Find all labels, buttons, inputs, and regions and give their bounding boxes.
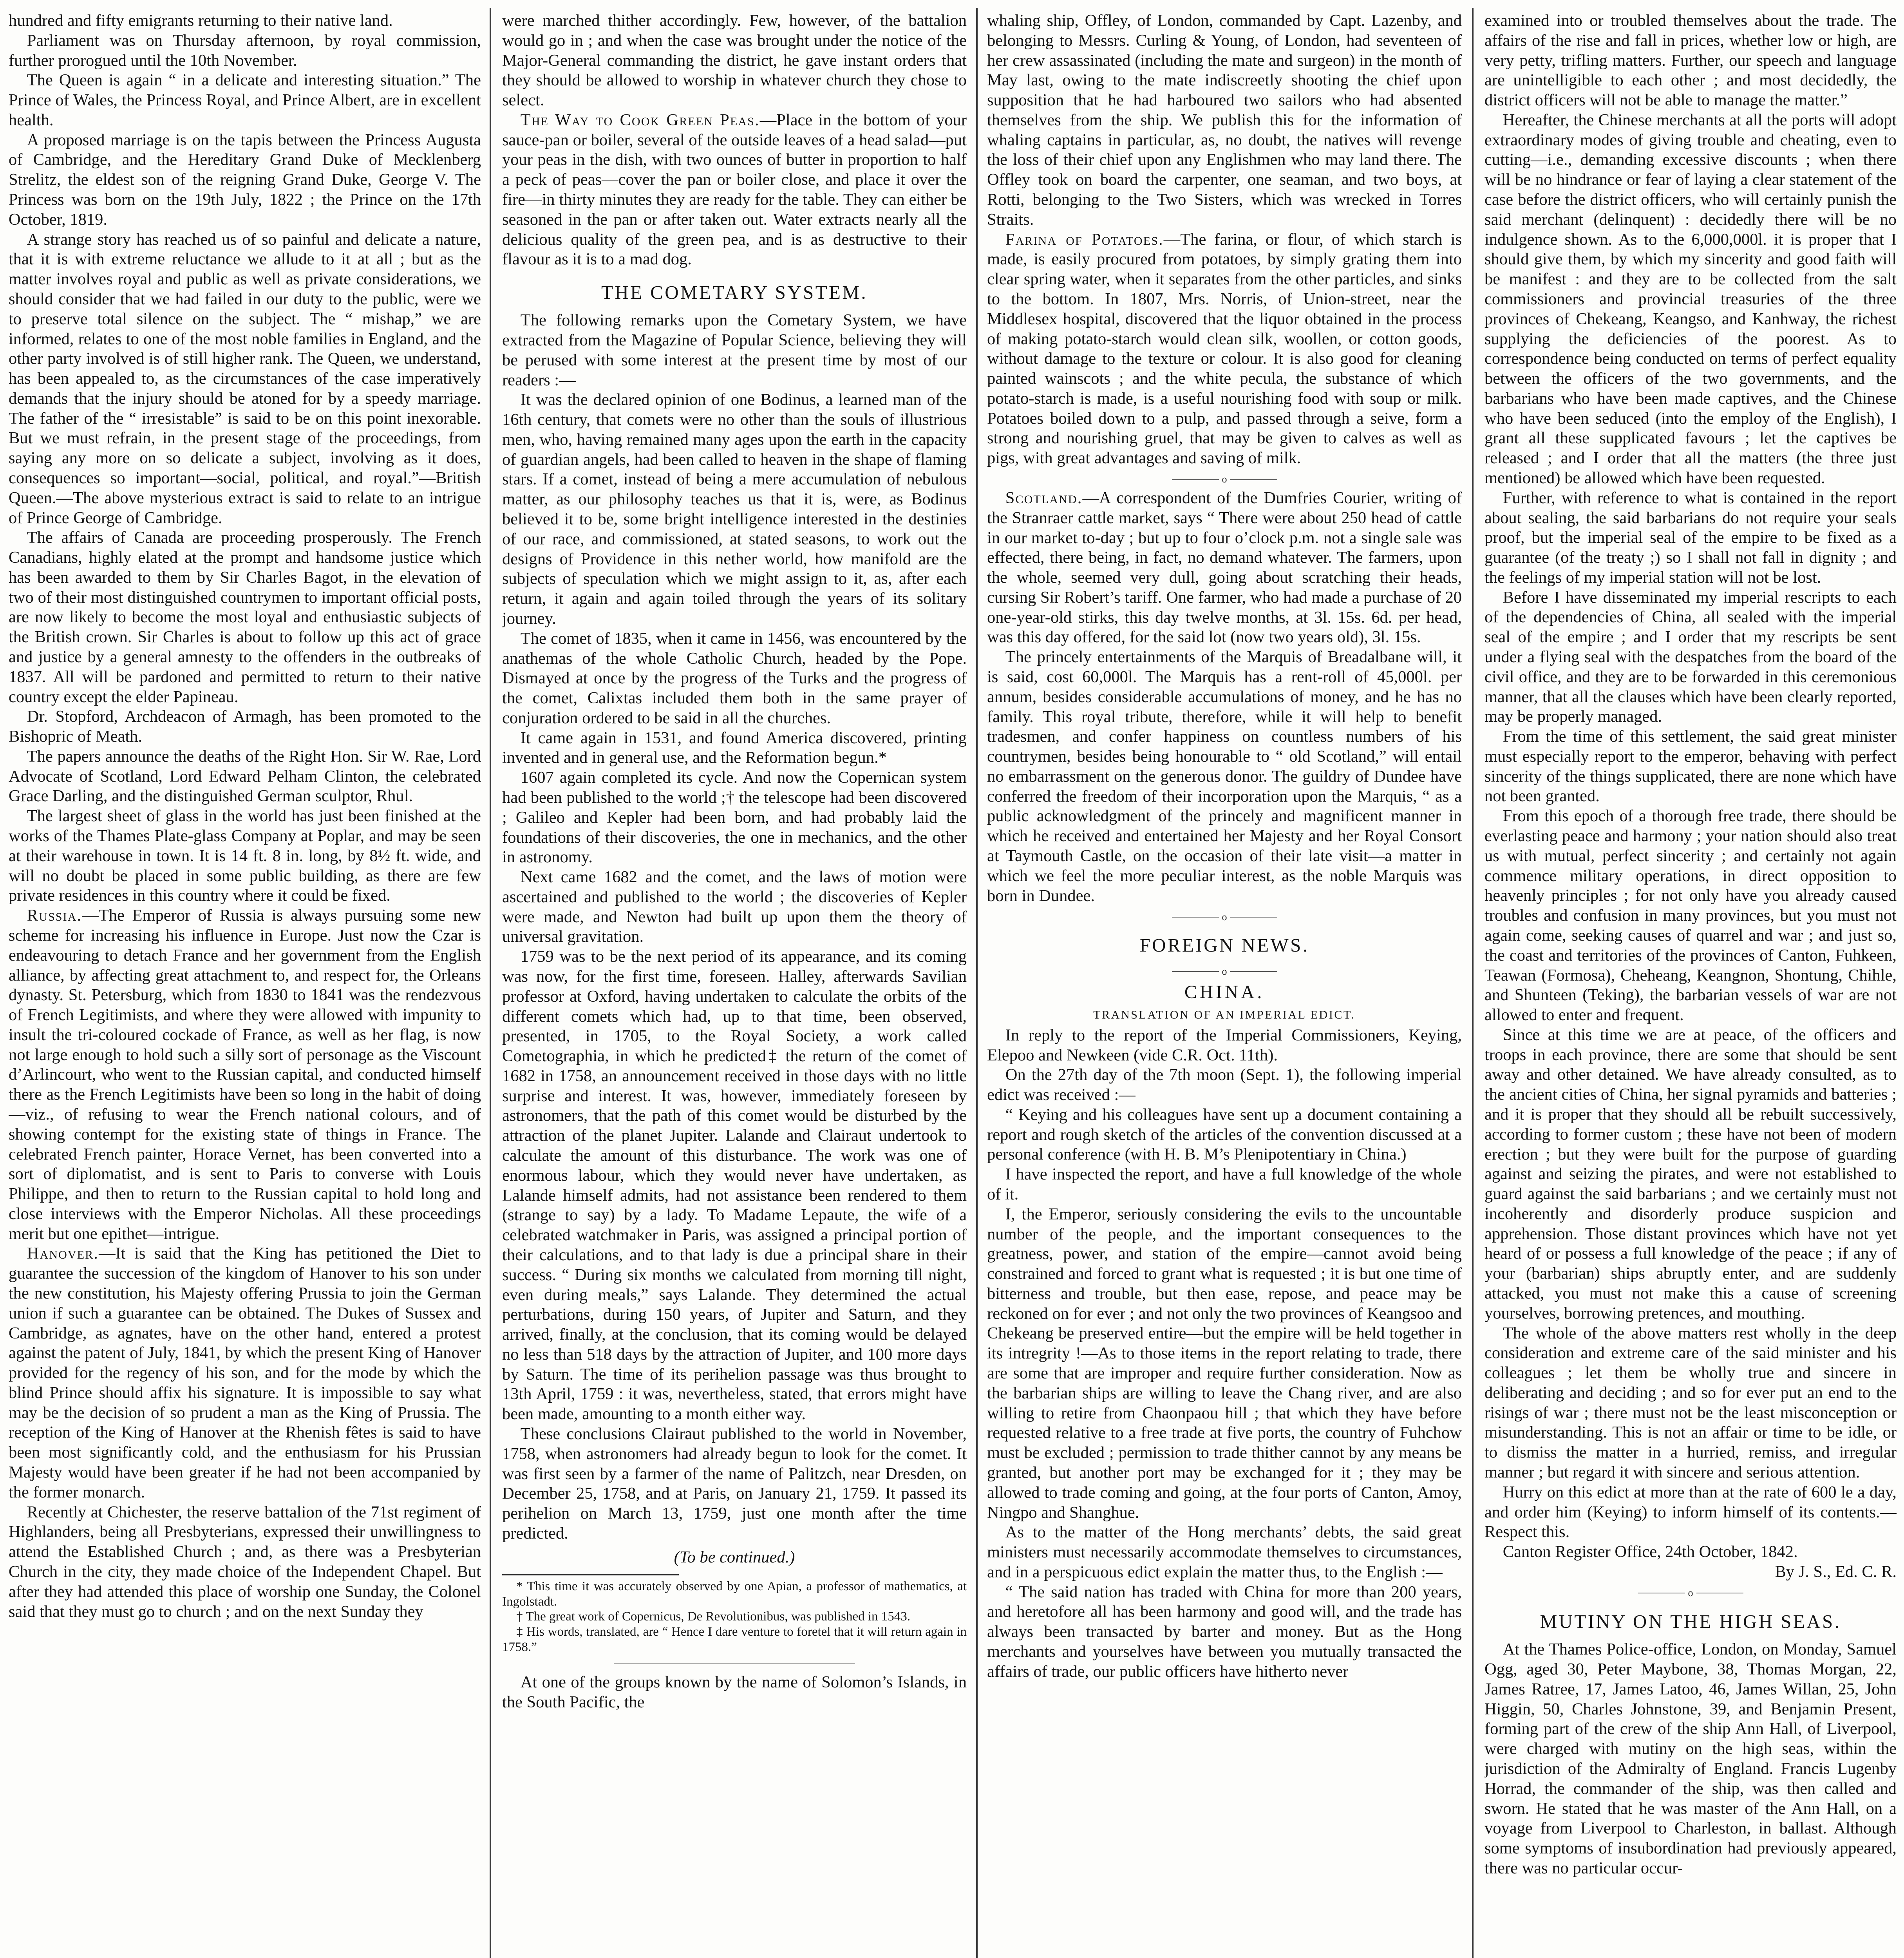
paragraph [502,11,967,110]
column-2 [502,11,967,1958]
divider-line [1172,479,1219,480]
paragraph [9,528,481,707]
paragraph-text: Hurry on this edict at more than at the rate of 600 le a day, and order him (Keying) to inform himself of its contents.—Respect this. [1485,1483,1897,1541]
paragraph-text: Since at this time we are at peace, of the officers and troops in each province, there are some that should be sent away and other detained. We have already consulted, as to the ancient cities of China, her signal pyramids and batteries ; and it is proper that they should all be rebuilt successively, according to former custom ; these have not been of modern erection ; but they were built for the purpose of guarding against and seizing the pirates, and were not established to guard against the said barbarians ; and we certainly must not incoherently and disorderly produce suspicion and apprehension. Those distant provinces which have not yet heard of or possess a full knowledge of the peace ; if any of your (barbarian) ships abruptly enter, and are suddenly attacked, you must not make this a cause of screening yourselves, borrowing pretences, and mouthing. [1485,1025,1897,1322]
paragraph-text: I have inspected the report, and have a full knowledge of the whole of it. [987,1165,1462,1203]
paragraph [1485,110,1897,488]
ornament-divider [987,471,1462,485]
paragraph-text: The papers announce the deaths of the Right Hon. Sir W. Rae, Lord Advocate of Scotland, Lord Edward Pelham Clinton, the celebrated Grace Darling, and the distinguished German sculptor, Rhul. [9,747,481,806]
paragraph-text: Canton Register Office, 24th October, 1842. [1503,1543,1798,1561]
column-rule [490,8,491,1958]
divider-line [1230,917,1277,918]
column-4 [1485,11,1897,1958]
paragraph-text: From this epoch of a thorough free trade, there should be everlasting peace and harmony ; your nation should also treat us with mutual, perfect sincerity ; and certainly not again commence military operations, in direct opposition to heavenly principles ; for not only have you already caused troubles and confusion in many provinces, but you must not again come, seeking causes of quarrel and war ; and just so, the coast and territories of the provinces of Canton, Fuhkeen, Teawan (Formosa), Cheheang, Keangnon, Shontung, Chihle, and Shunteen (Teking), the barbarian vessels of war are not allowed to enter and frequent. [1485,807,1897,1024]
divider-ring-icon: o [1222,965,1227,977]
divider-line [1230,479,1277,480]
paragraph [1485,1640,1897,1878]
paragraph [9,906,481,1244]
paragraph-text: —It is said that the King has petitioned the Diet to guarantee the succession of the kingdom of Hanover to his son under the new constitution, his Majesty offering Prussia to join the German union if such a guarantee can be obtained. The Dukes of Sussex and Cambridge, as agnates, have on the other hand, entered a protest against the patent of July, 1841, by which the present King of Hanover provided for the regency of his son, and for the mode by which the blind Prince should affix his signature. It is impossible to say what may be the decision of so prudent a man as the King of Prussia. The reception of the King of Hanover at the Rhenish fêtes is said to have been most significantly cold, and the enthusiasm for his Prussian Majesty would have been greater if he had not been accompanied by the former monarch. [9,1244,481,1501]
section-heading: FOREIGN NEWS. [1139,934,1309,956]
paragraph-text: In reply to the report of the Imperial Commissioners, Keying, Elepoo and Newkeen (vide C.R. Oct. 11th). [987,1026,1462,1064]
ornament-divider [987,909,1462,923]
paragraph [502,1673,967,1712]
paragraph-text: From the time of this settlement, the said great minister must especially report to the emperor, behaving with perfect sincerity of the things supplicated, there are none which have not been granted. [1485,727,1897,806]
paragraph [1485,1324,1897,1483]
paragraph [9,1503,481,1622]
paragraph-text: 1759 was to be the next period of its appearance, and its coming was now, for the first time, foreseen. Halley, afterwards Savilian professor at Oxford, having undertaken to calculate the orbits of the different comets which had, up to that time, been observed, presented, in 1705, to the Royal Society, a work called Cometographia, in which he predicted‡ the return of the comet of 1682 in 1758, an announcement received in those days with no little surprise and interest. It was, however, immediately foreseen by astronomers, that the path of this comet would be disturbed by the attraction of the planet Jupiter. Lalande and Clairaut undertook to calculate the amount of this disturbance. The work was one of enormous labour, which they would never have undertaken, as Lalande himself admits, had not assistance been rendered to them (strange to say) by a lady. To Madame Lepaute, the wife of a celebrated watchmaker in Paris, was assigned a principal portion of their calculations, and to that lady is due a principal share in their success. “ During six months we calculated from morning till night, even during meals,” says Lalande. They determined the actual perturbations, during 150 years, of Jupiter and Saturn, and they arrived, finally, at the conclusion, that its coming would be delayed no less than 518 days by the attraction of Jupiter, and 100 more days by Saturn. The time of its perihelion passage was thus brought to 13th April, 1759 : it was, nevertheless, stated, that errors might have been made, amounting to a month either way. [502,947,967,1423]
divider-line [1230,971,1277,972]
paragraph [1485,588,1897,727]
ornament-divider [987,964,1462,977]
paragraph [9,70,481,130]
paragraph-text: At the Thames Police-office, London, on Monday, Samuel Ogg, aged 30, Peter Maybone, 38, Thomas Morgan, 22, James Ratree, 17, James Latoo, 46, James Willan, 25, John Higgin, 50, Charles Johnstone, 39, and Benjamin Present, forming part of the crew of the ship Ann Hall, of Liverpool, were charged with mutiny on the high seas, within the jurisdiction of the Admiralty of England. Francis Lugenby Horrad, the commander of the ship, was then called and sworn. He stated that he was master of the Ann Hall, on a voyage from Liverpool to Charleston, in ballast. Although some symptoms of insubordination had previously appeared, there was no particular occur- [1485,1640,1897,1877]
paragraph-lead: Farina of Potatoes. [1005,230,1164,249]
paragraph [987,1582,1462,1682]
paragraph-text: Further, with reference to what is contained in the report about sealing, the said barbarians do not require your seals proof, but the imperial seal of the empire to be fixed as a guarantee (of the treaty ;) so I shall not fall in dignity ; and the feelings of my imperial station will not be lost. [1485,488,1897,587]
paragraph-lead: Russia. [27,906,82,925]
footnote-rule [502,1574,679,1575]
paragraph [987,1205,1462,1523]
paragraph-text: whaling ship, Offley, of London, commanded by Capt. Lazenby, and belonging to Messrs. Curling & Young, of London, had seventeen of her crew assassinated (including the mate and surgeon) in the month of May last, owing to the mate indiscreetly shooting the chief upon supposition that he had harboured two sailors who had absented themselves from the ship. We publish this for the information of whaling captains in particular, as, no doubt, the natives will revenge the loss of their chief upon any Englishmen who may land there. The Offley took on board the carpenter, one seaman, and two boys, at Rotti, belonging to the Two Sisters, which was wrecked in Torres Straits. [987,11,1462,229]
paragraph [1485,1542,1897,1562]
paragraph [9,806,481,906]
paragraph [9,747,481,806]
paragraph-text: Parliament was on Thursday afternoon, by royal commission, further prorogued until the 10th November. [9,31,481,70]
paragraph-text: On the 27th day of the 7th moon (Sept. 1), the following imperial edict was received :— [987,1066,1462,1104]
divider-line [1172,971,1219,972]
paragraph-lead: Scotland. [1005,488,1083,507]
paragraph-text: —Place in the bottom of your sauce-pan or boiler, several of the outside leaves of a head salad—put your peas in the dish, with two ounces of butter in proportion to half a peck of peas—cover the pan or boiler close, and place it over the fire—in thirty minutes they are ready for the table. They can either be seasoned in the pan or after taken out. Water extracts nearly all the delicious quality of the green pea, and is as destructive to their flavour as it is to a mad dog. [502,110,967,269]
paragraph-text: These conclusions Clairaut published to the world in November, 1758, when astronomers had already begun to look for the comet. It was first seen by a farmer of the name of Palitzch, near Dresden, on December 25, 1758, and at Paris, on January 21, 1759. It passed its perihelion on March 13, 1759, just one month after the time predicted. [502,1424,967,1543]
signature-line: By J. S., Ed. C. R. [1775,1562,1897,1581]
paragraph-text: were marched thither accordingly. Few, however, of the battalion would go in ; and when the case was brought under the notice of the Major-General commanding the district, he gave instant orders that they should be allowed to worship in whatever church they chose to select. [502,11,967,110]
paragraph [987,1065,1462,1105]
paragraph-text: The affairs of Canada are proceeding prosperously. The French Canadians, highly elated at the prompt and handsome justice which has been awarded to them by Sir Charles Bagot, in the elevation of two of their most distinguished countrymen to important official posts, are now likely to become the most loyal and enthusiastic subjects of the British crown. Sir Charles is about to follow up this act of grace and justice by a general amnesty to the offenders in the outbreaks of 1837. All will be pardoned and permitted to return to their native country except the elder Papineau. [9,528,481,706]
column-rule [976,8,978,1958]
column-3 [987,11,1462,1958]
paragraph-text: “ Keying and his colleagues have sent up a document containing a report and rough sketch of the articles of the convention discussed at a personal conference (with H. B. M’s Plenipotentiary in China.) [987,1105,1462,1164]
paragraph-text: Dr. Stopford, Archdeacon of Armagh, has been promoted to the Bishopric of Meath. [9,707,481,746]
paragraph [987,230,1462,468]
paragraph [1485,11,1897,110]
paragraph [987,1165,1462,1205]
paragraph-text: “ The said nation has traded with China for more than 200 years, and heretofore all has been harmony and good will, and the trade has always been transacted by barter and money. But as the Hong merchants and yourselves have between you mutually transacted the affairs of trade, our public officers have hitherto never [987,1582,1462,1681]
paragraph-lead: The Way to Cook Green Peas. [520,110,760,129]
footnote: * This time it was accurately observed by one Apian, a professor of mathematics, at Ingolstadt. [502,1579,967,1609]
footnote: † The great work of Copernicus, De Revolutionibus, was published in 1543. [516,1609,911,1624]
paragraph [9,11,481,31]
paragraph [502,728,967,768]
section-heading: THE COMETARY SYSTEM. [601,281,868,303]
paragraph [502,768,967,867]
paragraph-text: hundred and fifty emigrants returning to their native land. [9,11,393,30]
paragraph-text: I, the Emperor, seriously considering the evils to the uncountable number of the people, and the important consequences to the greatness, power, and station of the empire—cannot avoid being constrained and forced to grant what is requested ; it is but one time of bitterness and trouble, but then ease, repose, and peace may be reckoned on for ever ; and not only the two provinces of Keangsoo and Chekeang be preserved entire—but the empire will be held together in its intregrity !—As to those items in the report relating to trade, there are some that are improper and require further consideration. Now as the barbarian ships are willing to leave the Chang river, and are also willing to retire from Chaonpaou hill ; that which they have before requested relative to a free trade at five ports, the country of Fuhchow must be excluded ; permission to trade thither cannot by any means be granted, but another port may be exchanged for it ; they may be allowed to trade coming and going, at the four ports of Canton, Amoy, Ningpo and Shanghue. [987,1205,1462,1522]
paragraph [9,707,481,747]
paragraph-text: The whole of the above matters rest wholly in the deep consideration and extreme care of the said minister and his colleagues ; let them be wholly true and sincere in deliberating and deciding ; and so for ever put an end to the risings of war ; there must not be the least misconception or misunderstanding. This is not an affair or time to be idle, or to dismiss the matter in a hurried, remiss, and irregular manner ; but regard it with sincere and serious attention. [1485,1324,1897,1482]
paragraph-text: As to the matter of the Hong merchants’ debts, the said great ministers must necessarily accommodate themselves to circumstances, and in a perspicuous edict explain the matter thus, to the English :— [987,1523,1462,1581]
paragraph [987,647,1462,906]
column-rule [1472,8,1474,1958]
paragraph-text: Recently at Chichester, the reserve battalion of the 71st regiment of Highlanders, being all Presbyterians, expressed their unwillingness to attend the Established Church ; and, as there was a Presbyterian Church in the city, they made choice of the Independent Chapel. But after they had attended this place of worship one Sunday, the Colonel said that they must go to church ; and on the next Sunday they [9,1503,481,1621]
paragraph [987,1523,1462,1582]
paragraph [9,230,481,528]
paragraph [987,11,1462,230]
paragraph-lead: Hanover. [27,1244,99,1263]
paragraph-text: —The Emperor of Russia is always pursuing some new scheme for increasing his influence in Europe. Just now the Czar is endeavouring to detach France and her government from the English alliance, by affecting great attachment to, and respect for, the Orleans dynasty. St. Petersburg, which from 1830 to 1841 was the rendezvous of French Legitimists, and where they were allowed with impunity to insult the tri-coloured cockade of France, as well as her flag, is now not large enough to hold such a silly sort of personage as the Viscount d’Arlincourt, who went to the Russian capital, and conducted himself there as the French Legitimists have been so long in the habit of doing—viz., of refusing to wear the French national colours, and of showing contempt for the existing state of things in France. The celebrated French painter, Horace Vernet, has been converted into a sort of diplomatist, and is sent to Paris to converse with Louis Philippe, and then to return to the Russian capital to hold long and close interviews with the Emperor Nicholas. All these proceedings merit but one epithet—intrigue. [9,906,481,1243]
divider-ring-icon: o [1688,1587,1693,1599]
paragraph-text: Next came 1682 and the comet, and the laws of motion were ascertained and published to the world ; the discoveries of Kepler were made, and Newton had built up upon them the theory of universal gravitation. [502,868,967,946]
paragraph [502,311,967,390]
paragraph-text: A strange story has reached us of so painful and delicate a nature, that it is with extreme reluctance we allude to it at all ; but as the matter involves royal and public as well as private considerations, we should consider that we had failed in our duty to the public, were we to preserve total silence on the subject. The “ mishap,” we are informed, relates to one of the most noble families in England, and the other party involved is of still higher rank. The Queen, we understand, has been appealed to, as the circumstances of the case imperatively demands that the injury should be atoned for by a speedy marriage. The father of the “ irresistable” is said to be on this point inexorable. But we must refrain, in the present stage of the proceedings, from saying any more on so delicate a subject, involving as it does, consequences so important—social, political, and royal.”—British Queen.—The above mysterious extract is said to relate to an intrigue of Prince George of Cambridge. [9,230,481,527]
ornament-divider [1485,1585,1897,1599]
paragraph-text: A proposed marriage is on the tapis between the Princess Augusta of Cambridge, and the Hereditary Grand Duke of Mecklenberg Strelitz, the eldest son of the reigning Grand Duke, George V. The Princess was born on the 19th July, 1822 ; the Prince on the 17th October, 1819. [9,130,481,229]
paragraph [1485,1483,1897,1542]
paragraph [1485,727,1897,806]
paragraph [1485,488,1897,588]
paragraph [987,488,1462,647]
paragraph [502,110,967,269]
paragraph-text: At one of the groups known by the name of Solomon’s Islands, in the South Pacific, the [502,1673,967,1711]
paragraph-text: The following remarks upon the Cometary System, we have extracted from the Magazine of Popular Science, believing they will be perused with some interest at the present time by most of our readers :— [502,311,967,389]
paragraph [9,31,481,71]
divider-ring-icon: o [1222,911,1227,923]
footnote: ‡ His words, translated, are “ Hence I dare venture to foretel that it will return again in 1758.” [502,1625,967,1655]
paragraph-text: The princely entertainments of the Marquis of Breadalbane will, it is said, cost 60,000l. The Marquis has a rent-roll of 45,000l. per annum, besides considerable accumulations of money, and he has no family. This royal tribute, therefore, while it will help to benefit tradesmen, and confer happiness on countless numbers of his countrymen, besides being honourable to “ old Scotland,” will entail no embarrassment on the generous donor. The guildry of Dundee have conferred the freedom of their incorporation upon the Marquis, “ as a public acknowledgment of the princely and magnificent manner in which he received and entertained her Majesty and her Royal Consort at Taymouth Castle, on the occasion of their late visit—a matter in which we feel the more peculiar interest, as the noble Marquis was born in Dundee. [987,648,1462,905]
paragraph-text: The Queen is again “ in a delicate and interesting situation.” The Prince of Wales, the Princess Royal, and Prince Albert, are in excellent health. [9,71,481,129]
paragraph-text: Before I have disseminated my imperial rescripts to each of the dependencies of China, all sealed with the imperial seal of the empire ; and I order that my rescripts be sent under a flying seal with the despatches from the board of the civil office, and they are to be forwarded in this ceremonious manner, that all the clauses which have been clearly reported, may be properly managed. [1485,588,1897,726]
subheading: TRANSLATION OF AN IMPERIAL EDICT. [1093,1008,1356,1021]
paragraph [1485,1025,1897,1324]
column-1 [9,11,481,1958]
paragraph [502,629,967,728]
paragraph [987,1026,1462,1066]
paragraph [502,1424,967,1544]
paragraph [502,390,967,629]
subsection-heading: CHINA. [1184,981,1265,1002]
paragraph-text: —A correspondent of the Dumfries Courier, writing of the Stranraer cattle market, says “ There were about 250 head of cattle in our market to-day ; but up to four o’clock p.m. not a single sale was effected, there being, in fact, no demand whatever. The farmers, upon the whole, seemed very dull, going about scratching their heads, cursing Sir Robert’s tariff. One farmer, who had made a purchase of 20 one-year-old stirks, this day twelve months, at 3l. 15s. 6d. per head, was this day offered, for the said lot (now two years old), 3l. 15s. [987,488,1462,647]
paragraph [9,1244,481,1502]
paragraph-text: It was the declared opinion of one Bodinus, a learned man of the 16th century, that comets were no other than the souls of illustrious men, who, having remained many ages upon the earth in the capacity of guardian angels, had been called to heaven in the shape of flaming stars. If a comet, instead of being a mere accumulation of nebulous matter, as our philosophy teaches us that it is, were, as Bodinus believed it to be, some bright intelligence interested in the destinies of our race, and commissioned, at stated seasons, to work out the designs of Providence in this nether world, how manifold are the subjects of speculation which we might assign to it, as, after each return, it again and again toiled through the years of its solitary journey. [502,390,967,628]
paragraph [502,947,967,1424]
paragraph-text: The comet of 1835, when it came in 1456, was encountered by the anathemas of the whole Catholic Church, headed by the Pope. Dismayed at once by the progress of the Turks and the progress of the comet, Calixtas included them both in the same prayer of conjuration ordered to be said in all the churches. [502,629,967,727]
paragraph-text: The largest sheet of glass in the world has just been finished at the works of the Thames Plate-glass Company at Poplar, and may be seen at their warehouse in town. It is 14 ft. 8 in. long, by 8½ ft. wide, and will no doubt be placed in some public building, as there are few private residences in this country where it could be fixed. [9,807,481,905]
paragraph [1485,806,1897,1025]
paragraph [9,130,481,230]
paragraph-text: It came again in 1531, and found America discovered, printing invented and in general use, and the Reformation begun.* [502,728,967,767]
paragraph [502,867,967,947]
paragraph-text: Hereafter, the Chinese merchants at all the ports will adopt extraordinary modes of giving trouble and cheating, even to cutting—i.e., demanding excessive discounts ; when there will be no hindrance or fear of laying a clear statement of the case before the district officers, who will certainly punish the said merchant (delinquent) : decidedly there will be no indulgence shown. As to the 6,000,000l. it is proper that I should give them, by which my sincerity and good faith will be manifest : and they are to be collected from the salt commissioners and provincial treasuries of the three provinces of Chekeang, Keangso, and Kanhway, the richest supplying the deficiencies of the poorest. As to correspondence being conducted on terms of perfect equality between the officers of the two governments, and the barbarians who have been made captives, and the Chinese who have been seduced (into the employ of the English), I grant all these supplicated favours ; let the captives be released ; and I order that all the matters (the three just mentioned) be allowed which have been requested. [1485,110,1897,487]
paragraph-text: examined into or troubled themselves about the trade. The affairs of the rise and fall in prices, whether low or high, are very petty, trifling matters. Further, our speech and language are unintelligible to each other ; and most decidedly, the district officers will not be able to manage the matter.” [1485,11,1897,110]
section-heading: MUTINY ON THE HIGH SEAS. [1540,1610,1841,1632]
divider-line [1172,917,1219,918]
paragraph-text: 1607 again completed its cycle. And now the Copernican system had been published to the world ;† the telescope had been discovered ; Galileo and Kepler had been born, and had probably laid the foundations of their discoveries, the one in mechanics, and the other in astronomy. [502,768,967,867]
paragraph [987,1105,1462,1165]
paragraph-text: —The farina, or flour, of which starch is made, is easily procured from potatoes, by simply grating them into clear spring water, when it separates from the other particles, and sinks to the bottom. In 1807, Mrs. Norris, of Union-street, near the Middlesex hospital, discovered that the liquor obtained in the process of making potato-starch would clean silk, woollen, or cotton goods, without damage to the texture or colour. It is also good for cleaning painted wainscots ; and the white pecula, the substance of which potato-starch is made, is a useful nourishing food with soup or milk. Potatoes boiled down to a pulp, and passed through a seive, form a strong and nourishing gruel, that may be given to calves as well as pigs, with great advantages and saving of milk. [987,230,1462,468]
divider-ring-icon: o [1222,473,1227,485]
continued-note: (To be continued.) [674,1548,795,1567]
